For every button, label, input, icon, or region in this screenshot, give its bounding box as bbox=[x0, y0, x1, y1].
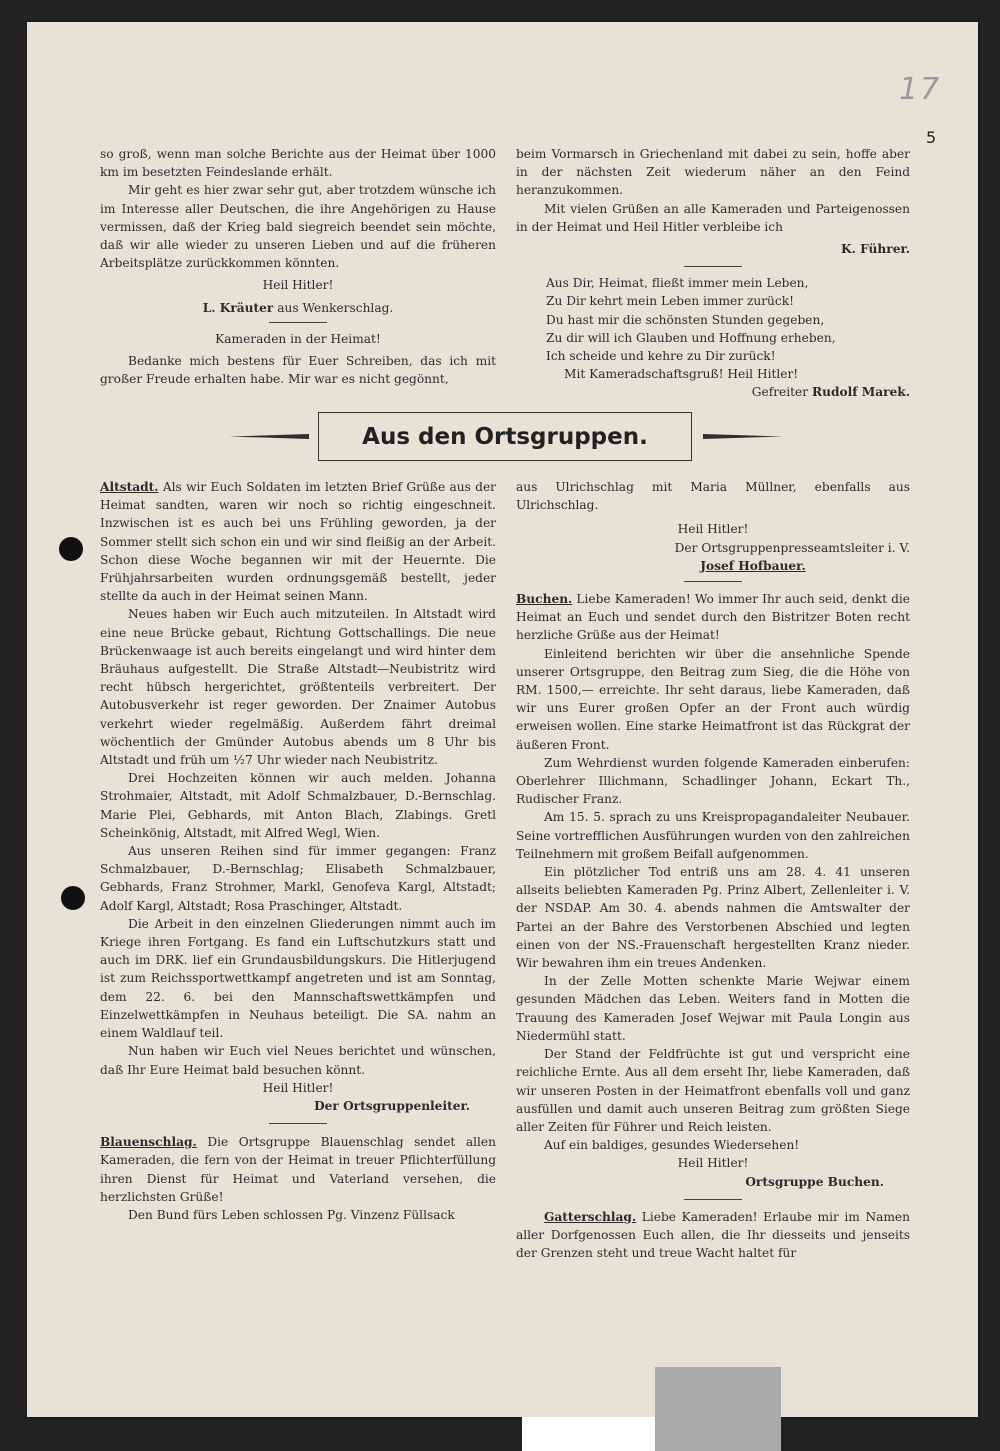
report-text: Die Ortsgruppe Blauenschlag sendet allen Kameraden, die fern von der Heimat in treuer Pflichterfüllung ihren Dienst für Heimat und Vaterland versehen, die herzlichsten Grüße! bbox=[100, 1135, 496, 1204]
lower-right-column bbox=[516, 478, 910, 1262]
report-greeting: Heil Hitler! bbox=[677, 1156, 749, 1171]
scan-color-strip bbox=[655, 1367, 781, 1451]
report-signature: Josef Hofbauer. bbox=[700, 558, 806, 573]
report-paragraph: Die Arbeit in den einzelnen Gliederungen nimmt auch im Kriege ihren Fortgang. Es fand ein Luftschutzkurs statt und auch im DRK. lief ein Grundausbildungskurs. Die Hitlerjugend ist zum Reichssportwettkampf angetreten und ist am Sonntag, dem 22. 6. bei den Mannschaftswettkämpfen und Einzelwettkämpfen in Neuhaus beteiligt. Die SA. nahm an einem Waldlauf teil. bbox=[100, 916, 496, 1041]
report-paragraph: Neues haben wir Euch auch mitzuteilen. In Altstadt wird eine neue Brücke gebaut, Richtung Gottschallings. Die neue Brückenwaage ist auch bereits eingelangt und wird hinter dem Bräuhaus aufgestellt. Die Straße Altstadt—Neubistritz wird recht hübsch hergerichtet, größtenteils verbreitert. Der Autobusverkehr ist reger geworden. Der Znaimer Autobus verkehrt wieder regelmäßig. Außerdem fährt dreimal wöchentlich der Gmünder Autobus abends um 8 Uhr bis Altstadt und früh um ½7 Uhr wieder nach Neubistritz. bbox=[100, 607, 496, 768]
letter-signature bbox=[516, 383, 910, 401]
scan-white-strip bbox=[522, 1417, 655, 1451]
poem-line: Du hast mir die schönsten Stunden gegeben, bbox=[546, 312, 825, 327]
page-number: 5 bbox=[926, 128, 937, 147]
section-divider bbox=[684, 266, 742, 267]
report-paragraph bbox=[100, 478, 496, 605]
letter-signature: K. Führer. bbox=[841, 242, 910, 257]
report-heading: Gatterschlag. bbox=[544, 1209, 637, 1224]
report-heading: Buchen. bbox=[516, 592, 573, 607]
report-paragraph: Drei Hochzeiten können wir auch melden. Johanna Strohmaier, Altstadt, mit Adolf Schmalzbauer, D.-Bernschlag. Marie Plei, Gebhards, mit Anton Blach, Zlabings. Gretl Scheinkönig, Altstadt, mit Alfred Wegl, Wien. bbox=[100, 771, 496, 840]
report-paragraph: Der Stand der Feldfrüchte ist gut und verspricht eine reichliche Ernte. Aus all dem erseht Ihr, liebe Kameraden, daß wir unseren Posten in der Heimatfront ebenfalls voll und ganz ausfüllen und damit auch unseren Beitrag zum größten Siege aller Zeiten für Führer und Reich leisten. bbox=[516, 1047, 910, 1134]
poem bbox=[516, 274, 910, 383]
report-text: Liebe Kameraden! Erlaube mir im Namen aller Dorfgenossen Euch allen, die Ihr diesseits und jenseits der Grenzen steht und treue Wacht haltet für bbox=[516, 1209, 910, 1261]
report-paragraph bbox=[100, 1133, 496, 1206]
report-greeting: Heil Hitler! bbox=[677, 522, 749, 537]
report-heading: Blauenschlag. bbox=[100, 1135, 197, 1150]
report-paragraph: Nun haben wir Euch viel Neues berichtet und wünschen, daß Ihr Eure Heimat bald besuchen könnt. bbox=[100, 1044, 496, 1077]
letter-signature bbox=[100, 299, 496, 317]
letter-paragraph: Mir geht es hier zwar sehr gut, aber trotzdem wünsche ich im Interesse aller Deutschen, die ihre Angehörigen zu Hause vermissen, daß der Krieg bald siegreich beendet sein möchte, daß wir alle wieder zu unseren Lieben und auf die früheren Arbeitsplätze zurückkommen könnten. bbox=[100, 183, 496, 271]
poem-line: Aus Dir, Heimat, fließt immer mein Leben, bbox=[546, 276, 809, 291]
report-paragraph: Ein plötzlicher Tod entriß uns am 28. 4. 41 unseren allseits beliebten Kameraden Pg. Prinz Albert, Zellenleiter i. V. der NSDAP. Am 30. 4. abends nahmen die Amtswalter der Partei an der Bahre des Verstorbenen Abschied und legten einen von der NS.-Frauenschaft hergestellten Kranz nieder. Wir bewahren ihm ein treues Andenken. bbox=[516, 865, 910, 971]
report-paragraph: Einleitend berichten wir über die ansehnliche Spende unserer Ortsgruppe, den Beitrag zum Sieg, die die Höhe von RM. 1500,— erreichte. Ihr seht daraus, liebe Kameraden, daß wir uns Eurer großen Opfer an der Front auch würdig erweisen wollen. Eine starke Heimatfront ist das Rückgrat der äußeren Front. bbox=[516, 646, 910, 752]
report-paragraph bbox=[516, 590, 910, 645]
lower-left-column bbox=[100, 478, 496, 1224]
signature-place: aus Wenkerschlag. bbox=[273, 300, 394, 315]
letter-address: Kameraden in der Heimat! bbox=[215, 331, 381, 346]
report-paragraph: In der Zelle Motten schenkte Marie Wejwar einem gesunden Mädchen das Leben. Weiters fand in Motten die Trauung des Kameraden Josef Wejwar mit Paula Longin aus Niedermühl statt. bbox=[516, 974, 910, 1043]
report-text: Liebe Kameraden! Wo immer Ihr auch seid, denkt die Heimat an Euch und sendet durch den Bistritzer Boten recht herzliche Grüße aus der Heimat! bbox=[516, 592, 910, 643]
report-paragraph: aus Ulrichschlag mit Maria Müllner, ebenfalls aus Ulrichschlag. bbox=[516, 480, 910, 513]
poem-line: Zu Dir kehrt mein Leben immer zurück! bbox=[546, 294, 795, 309]
report-signature: Ortsgruppe Buchen. bbox=[745, 1174, 884, 1189]
punch-hole bbox=[61, 886, 85, 910]
section-banner-title: Aus den Ortsgruppen. bbox=[318, 412, 692, 461]
letter-paragraph: Bedanke mich bestens für Euer Schreiben, das ich mit großer Freude erhalten habe. Mir war es nicht gegönnt, bbox=[100, 354, 496, 387]
signature-name: L. Kräuter bbox=[202, 300, 274, 315]
letter-greeting: Heil Hitler! bbox=[262, 278, 334, 293]
section-divider bbox=[684, 1199, 742, 1200]
signature-rank: Gefreiter bbox=[751, 385, 812, 400]
report-text: Als wir Euch Soldaten im letzten Brief Grüße aus der Heimat sandten, waren wir noch so richtig eingeschneit. Inzwischen ist es auch bei uns Frühling geworden, ja der Sommer stellt sich schon ein und wir sind fleißig an der Arbeit. Schon diese Woche begannen wir mit der Heuernte. Die Frühjahrsarbeiten wurden ordnungsgemäß bestellt, jeder stellte da auch in der Heimat seinen Mann. bbox=[100, 480, 496, 604]
section-divider bbox=[269, 1123, 327, 1124]
section-divider bbox=[684, 581, 742, 582]
report-signature: Der Ortsgruppenleiter. bbox=[314, 1098, 470, 1113]
signature-name: Rudolf Marek. bbox=[811, 385, 910, 400]
punch-hole bbox=[59, 537, 83, 561]
report-paragraph: Auf ein baldiges, gesundes Wiedersehen! bbox=[544, 1138, 800, 1153]
section-divider bbox=[269, 322, 327, 323]
handwritten-page-number: 17 bbox=[899, 72, 942, 107]
report-paragraph: Zum Wehrdienst wurden folgende Kameraden einberufen: Oberlehrer Illichmann, Schadlinger Johann, Eckart Th., Rudischer Franz. bbox=[516, 755, 910, 807]
letter-paragraph: so groß, wenn man solche Berichte aus der Heimat über 1000 km im besetzten Feindeslande erhält. bbox=[100, 147, 496, 180]
report-paragraph: Aus unseren Reihen sind für immer gegangen: Franz Schmalzbauer, D.-Bernschlag; Elisabeth Schmalzbauer, Gebhards, Franz Strohmer, Markl, Genofeva Kargl, Altstadt; Adolf Kargl, Altstadt; Rosa Praschinger, Altstadt. bbox=[100, 844, 496, 913]
report-role: Der Ortsgruppenpresseamtsleiter i. V. bbox=[674, 540, 910, 555]
top-right-column bbox=[516, 145, 910, 402]
report-heading: Altstadt. bbox=[100, 480, 159, 494]
report-paragraph: Am 15. 5. sprach zu uns Kreispropagandaleiter Neubauer. Seine vortrefflichen Ausführungen wurden von den zahlreichen Teilnehmern mit großem Beifall aufgenommen. bbox=[516, 810, 910, 861]
report-paragraph bbox=[516, 1208, 910, 1263]
poem-line: Ich scheide und kehre zu Dir zurück! bbox=[546, 349, 776, 364]
poem-line: Zu dir will ich Glauben und Hoffnung erheben, bbox=[546, 330, 836, 345]
letter-paragraph: beim Vormarsch in Griechenland mit dabei zu sein, hoffe aber in der nächsten Zeit wiederum näher an den Feind heranzukommen. bbox=[516, 147, 910, 198]
report-paragraph: Den Bund fürs Leben schlossen Pg. Vinzenz Füllsack bbox=[128, 1207, 455, 1222]
report-greeting: Heil Hitler! bbox=[262, 1080, 334, 1095]
poem-line: Mit Kameradschaftsgruß! Heil Hitler! bbox=[564, 367, 799, 382]
letter-paragraph: Mit vielen Grüßen an alle Kameraden und Parteigenossen in der Heimat und Heil Hitler verbleibe ich bbox=[516, 201, 910, 234]
top-left-column bbox=[100, 145, 496, 388]
